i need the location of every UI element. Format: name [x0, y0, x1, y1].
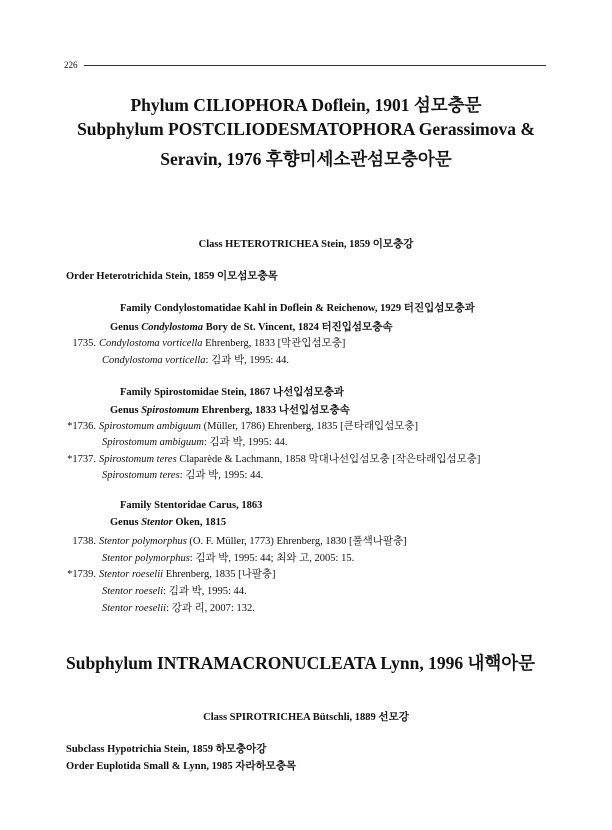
species-authority: Ehrenberg, 1835 [나팔충] — [163, 569, 276, 580]
family-heading: Family Condylostomatidae Kahl in Doflein & Reichenow, 1929 터진입섬모충과 — [120, 303, 475, 314]
entry-number: 1735. — [72, 338, 96, 349]
synonym-line — [102, 467, 263, 482]
species-entry — [58, 335, 345, 350]
synonym-line — [102, 352, 289, 367]
synonym-line — [102, 600, 255, 615]
phylum-heading-line2: Subphylum POSTCILIODESMATOPHORA Gerassimova & — [77, 119, 535, 139]
subphylum-heading: Subphylum INTRAMACRONUCLEATA Lynn, 1996 내핵아문 — [66, 653, 536, 673]
species-name: Condylostoma vorticella — [99, 338, 203, 349]
synonym-line — [102, 583, 247, 598]
entry-number: *1737. — [67, 454, 96, 465]
synonym-name: Stentor polymorphus — [102, 553, 190, 564]
genus-name: Stentor — [141, 517, 173, 528]
genus-heading — [110, 517, 226, 528]
genus-authority: Ehrenberg, 1833 나선입섬모충속 — [199, 405, 350, 416]
phylum-heading-line3: Seravin, 1976 후향미세소관섬모충아문 — [160, 149, 452, 169]
species-authority: Claparède & Lachmann, 1858 막대나선입섬모충 [작은타래입섬모충] — [176, 454, 481, 465]
order-heading: Order Euplotida Small & Lynn, 1985 자라하모충목 — [66, 761, 297, 772]
family-heading: Family Spirostomidae Stein, 1867 나선입섬모충과 — [120, 387, 344, 398]
synonym-reference: : 김과 박, 1995: 44. — [204, 437, 288, 448]
synonym-name: Stentor roeseli — [102, 586, 164, 597]
class-heading: Class HETEROTRICHEA Stein, 1859 이모충강 — [198, 239, 414, 250]
page-number: 226 — [64, 60, 78, 70]
species-name: Stentor roeselii — [99, 569, 164, 580]
species-authority: (Müller, 1786) Ehrenberg, 1835 [큰타래입섬모충] — [201, 421, 419, 432]
species-authority: Ehrenberg, 1833 [막관입섬모충] — [202, 338, 346, 349]
entry-number: *1736. — [67, 421, 96, 432]
genus-authority: Bory de St. Vincent, 1824 터진입섬모충속 — [203, 322, 393, 333]
family-heading: Family Stentoridae Carus, 1863 — [120, 500, 263, 511]
header-rule — [84, 65, 546, 66]
genus-name: Spirostomum — [141, 405, 199, 416]
species-entry — [58, 566, 276, 581]
entry-number: *1739. — [67, 569, 96, 580]
synonym-reference: : 김과 박, 1995: 44; 최와 고, 2005: 15. — [189, 553, 355, 564]
synonym-name: Stentor roeselii — [102, 603, 167, 614]
entry-number: 1738. — [72, 536, 96, 547]
synonym-reference: : 강과 리, 2007: 132. — [166, 603, 255, 614]
synonym-name: Spirostomum teres — [102, 470, 180, 481]
species-name: Spirostomum ambiguum — [99, 421, 201, 432]
species-name: Stentor polymorphus — [99, 536, 187, 547]
synonym-name: Condylostoma vorticella — [102, 355, 206, 366]
synonym-reference: : 김과 박, 1995: 44. — [163, 586, 247, 597]
genus-name: Condylostoma — [141, 322, 204, 333]
genus-authority: Oken, 1815 — [172, 517, 227, 528]
species-entry — [58, 418, 418, 433]
synonym-reference: : 김과 박, 1995: 44. — [205, 355, 290, 366]
synonym-line — [102, 434, 288, 449]
genus-heading — [110, 319, 392, 334]
synonym-name: Spirostomum ambiguum — [102, 437, 204, 448]
class-heading: Class SPIROTRICHEA Bütschli, 1889 선모강 — [203, 712, 409, 723]
species-entry — [58, 533, 407, 548]
synonym-reference: : 김과 박, 1995: 44. — [179, 470, 264, 481]
species-authority: (O. F. Müller, 1773) Ehrenberg, 1830 [풀색나팔충] — [186, 536, 407, 547]
species-entry — [58, 451, 480, 466]
genus-prefix: Genus — [110, 517, 142, 528]
genus-prefix: Genus — [110, 405, 142, 416]
subclass-heading: Subclass Hypotrichia Stein, 1859 하모충아강 — [66, 744, 267, 755]
species-name: Spirostomum teres — [99, 454, 177, 465]
phylum-heading-line1: Phylum CILIOPHORA Doflein, 1901 섬모충문 — [130, 95, 482, 115]
genus-heading — [110, 402, 350, 417]
order-heading: Order Heterotrichida Stein, 1859 이모섬모충목 — [66, 271, 278, 282]
genus-prefix: Genus — [110, 322, 142, 333]
synonym-line — [102, 550, 354, 565]
